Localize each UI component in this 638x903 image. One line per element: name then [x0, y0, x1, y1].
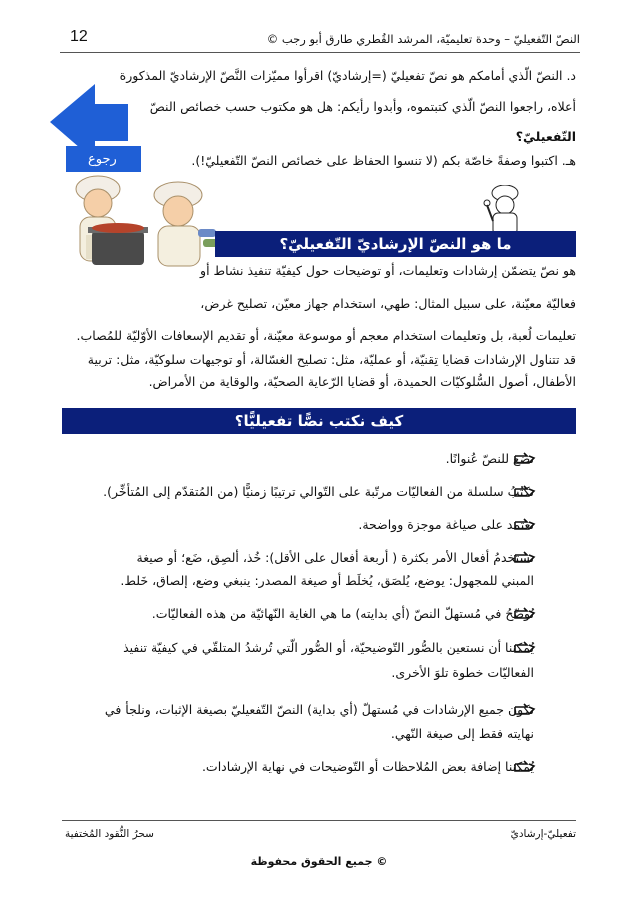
- section1-line: تعليمات لُعبة، بل وتعليمات استخدام معجم أو موسوعة معيّنة، أو تقديم الإسعافات الأوّليّة للمُصاب.: [76, 328, 576, 343]
- section1-line: هو نصّ يتضمّن إرشادات وتعليمات، أو توضيحات حول كيفيّة تنفيذ نشاط أو: [200, 263, 576, 278]
- section-title-what-is: ما هو النصّ الإرشاديّ التّفعيليّ؟: [215, 231, 576, 257]
- back-button-label: رجوع: [88, 152, 117, 167]
- section1-line: قد تتناول الإرشادات قضايا تِقنيّة، أو عمليّة، مثل: تصليح الغسّالة، أو توجيهات سلوكيّة، مثل: تربية: [87, 352, 576, 367]
- footer-copyright: © جميع الحقوق محفوظة: [250, 855, 388, 868]
- header-title: النصّ التّفعيليّ – وحدة تعليميّة، المرشد القُطري طارق أبو رجب ©: [266, 32, 580, 46]
- footer-right-text: تفعيليّ-إرشاديّ: [510, 828, 576, 840]
- section-title-how-to-write: كيف نكتب نصًّا تفعيليًّا؟: [62, 408, 576, 434]
- bullet-text: الفعاليّات خطوة تلوَ الأخرى.: [391, 665, 534, 680]
- footer-divider: [62, 820, 576, 821]
- bullet-text: نستخدمُ أفعال الأمر بكثرة ( أربعة أفعال على الأقل): خُذ، ألصِق، ضَع؛ أو صيغة: [136, 550, 534, 565]
- bullet-text: نعتمد على صياغة موجزة وواضحة.: [358, 517, 534, 532]
- bullet-text: نهايته فقط إلى صيغة النّهي.: [390, 726, 534, 741]
- task-h-line: هـ. اكتبوا وصفةً خاصّة بكم (لا تنسوا الحفاظ على خصائص النصّ التّفعيليّ!).: [191, 153, 576, 168]
- bullet-text: نُوضّحُ في مُستهلّ النصّ (أي بدايته) ما هي الغاية النّهائيّة من هذه الفعاليّات.: [151, 606, 534, 621]
- page-number: 12: [70, 28, 88, 45]
- bullet-text: نكتُبُ سلسلة من الفعاليّات مرتّبة على التّوالي ترتيبًا زمنيًّا (من المُتقدّم إلى المُتأخِّر).: [103, 484, 534, 499]
- task-d-line-3: التّفعيليّ؟: [515, 129, 576, 144]
- bullet-text: نضع للنصّ عُنوانًا.: [445, 451, 534, 466]
- kids-cooking-illustration: [58, 173, 226, 273]
- page-header: [60, 28, 580, 53]
- bullet-text: يُمكننا أن نستعين بالصُّور التّوضيحيّة، أو الصُّور الّتي تُرشدُ المتلقّي في كيفيّة تنفيذ: [123, 640, 534, 655]
- section1-line: الأطفال، أصول السُّلوكيّات الحميدة، أو قضايا الرّعاية الصحيّة، والوقاية من الأمراض.: [148, 374, 576, 389]
- task-d-line-2: أعلاه، راجعوا النصّ الّذي كتبتموه، وأبدوا رأيكم: هل هو مكتوب حسب خصائص النصّ: [149, 99, 576, 114]
- back-button[interactable]: [48, 82, 143, 176]
- task-d-line-1: د. النصّ الّذي أمامكم هو نصّ تفعيليّ (=إرشاديّ) اقرأوا مميّزات النَّصّ الإرشاديّ المذكورة: [119, 68, 576, 83]
- bullet-text: تكون جميع الإرشادات في مُستهلّ (أي بداية) النصّ التّفعيليّ بصيغة الإثبات، ونلجأ في: [104, 702, 534, 717]
- bullet-text: المبني للمجهول: يوضع، يُلصَق، يُخلَط أو صيغة المصدر: ينبغي وضع، إلصاق، خَلط.: [120, 573, 534, 588]
- bullet-text: يُمكننا إضافة بعض المُلاحظات أو التّوضيحات في نهاية الإرشادات.: [201, 759, 534, 774]
- section1-line: فعاليّة معيّنة، على سبيل المثال: طهي، استخدام جهاز معيّن، تصليح غرض،: [200, 296, 576, 311]
- footer-left-text: سحرُ النُّقود المُختفية: [65, 828, 154, 840]
